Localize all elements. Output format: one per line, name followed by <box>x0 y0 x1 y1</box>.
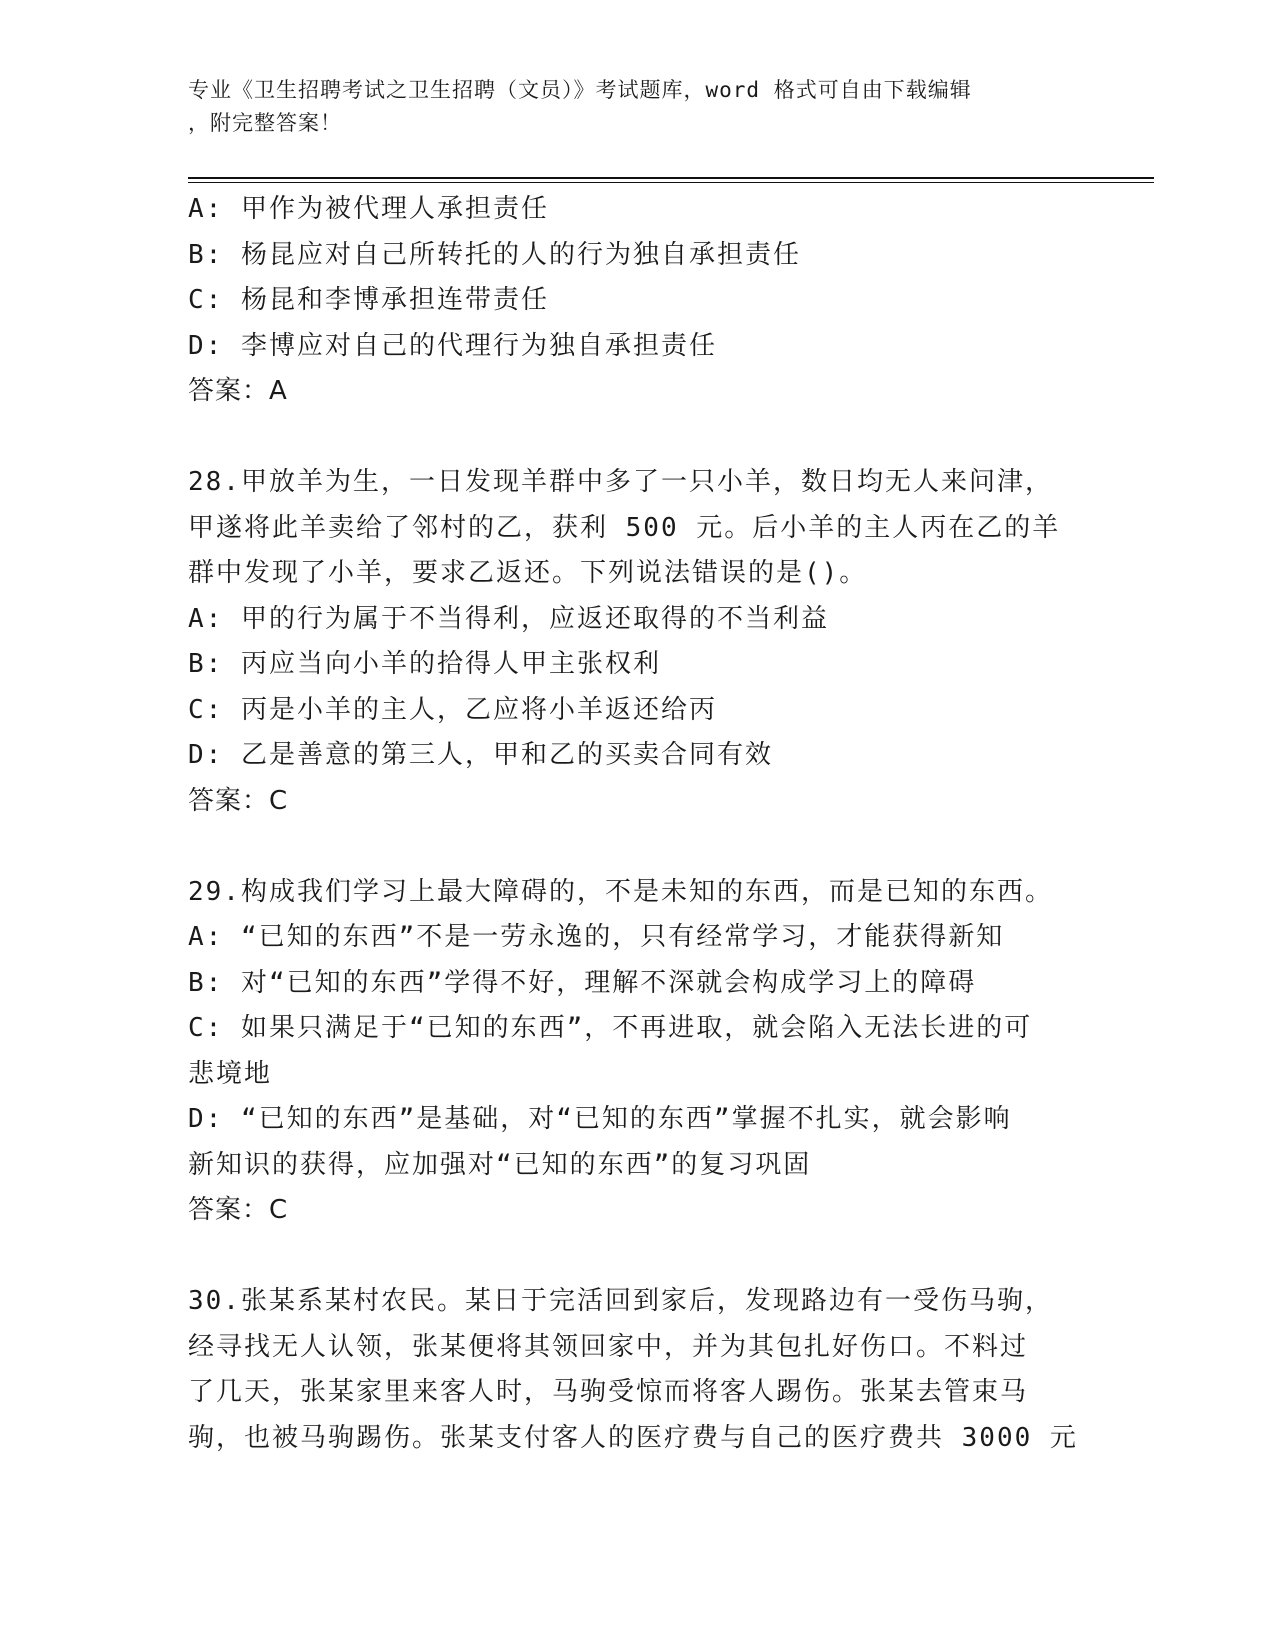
spacer <box>188 415 1088 461</box>
option-d: D: 李博应对自己的代理行为独自承担责任 <box>188 330 717 361</box>
question-stem-line: 甲遂将此羊卖给了邻村的乙，获利 500 元。后小羊的主人丙在乙的羊 <box>188 512 1061 543</box>
option-d: D: “已知的东西”是基础，对“已知的东西”掌握不扎实，就会影响 <box>188 1104 1012 1134</box>
header-divider-thick <box>188 177 1154 179</box>
question-content <box>188 187 1088 1461</box>
question-stem-line: 了几天，张某家里来客人时，马驹受惊而将客人踢伤。张某去管束马 <box>188 1377 1029 1407</box>
answer-line: 答案：C <box>188 1195 289 1225</box>
option-b: B: 丙应当向小羊的拾得人甲主张权利 <box>188 649 661 679</box>
option-c: C: 丙是小羊的主人，乙应将小羊返还给丙 <box>188 694 717 725</box>
question-stem-line: 经寻找无人认领，张某便将其领回家中，并为其包扎好伤口。不料过 <box>188 1331 1029 1362</box>
question-30 <box>188 1279 1088 1461</box>
option-b: B: 杨昆应对自己所转托的人的行为独自承担责任 <box>188 239 801 270</box>
question-stem-line: 30.张某系某村农民。某日于完活回到家后，发现路边有一受伤马驹， <box>188 1286 1053 1316</box>
document-header <box>188 74 1078 140</box>
option-a: A: 甲作为被代理人承担责任 <box>188 194 549 224</box>
answer-line: 答案：C <box>188 785 289 816</box>
question-stem-line: 驹，也被马驹踢伤。张某支付客人的医疗费与自己的医疗费共 3000 元 <box>188 1422 1078 1453</box>
spacer <box>188 1234 1088 1280</box>
header-divider-thin <box>188 182 1154 183</box>
question-stem-line: 28.甲放羊为生，一日发现羊群中多了一只小羊，数日均无人来问津， <box>188 467 1053 497</box>
option-c: C: 杨昆和李博承担连带责任 <box>188 285 549 315</box>
option-b: B: 对“已知的东西”学得不好，理解不深就会构成学习上的障碍 <box>188 967 977 998</box>
question-29 <box>188 870 1088 1234</box>
header-line-2: ，附完整答案！ <box>188 111 342 135</box>
option-c-continued: 悲境地 <box>188 1058 273 1089</box>
option-d: D: 乙是善意的第三人，甲和乙的买卖合同有效 <box>188 740 773 770</box>
option-c: C: 如果只满足于“已知的东西”，不再进取，就会陷入无法长进的可 <box>188 1013 1033 1043</box>
question-stem-line: 29.构成我们学习上最大障碍的，不是未知的东西，而是已知的东西。 <box>188 876 1053 907</box>
answer-line: 答案：A <box>188 376 288 406</box>
question-stem-line: 群中发现了小羊，要求乙返还。下列说法错误的是()。 <box>188 558 868 588</box>
option-a: A: 甲的行为属于不当得利，应返还取得的不当利益 <box>188 603 829 634</box>
option-a: A: “已知的东西”不是一劳永逸的，只有经常学习，才能获得新知 <box>188 922 1005 952</box>
spacer <box>188 824 1088 870</box>
question-28 <box>188 460 1088 824</box>
header-line-1: 专业《卫生招聘考试之卫生招聘（文员）》考试题库，word 格式可自由下载编辑 <box>188 78 972 102</box>
question-27-continued <box>188 187 1088 415</box>
option-d-continued: 新知识的获得，应加强对“已知的东西”的复习巩固 <box>188 1149 812 1180</box>
